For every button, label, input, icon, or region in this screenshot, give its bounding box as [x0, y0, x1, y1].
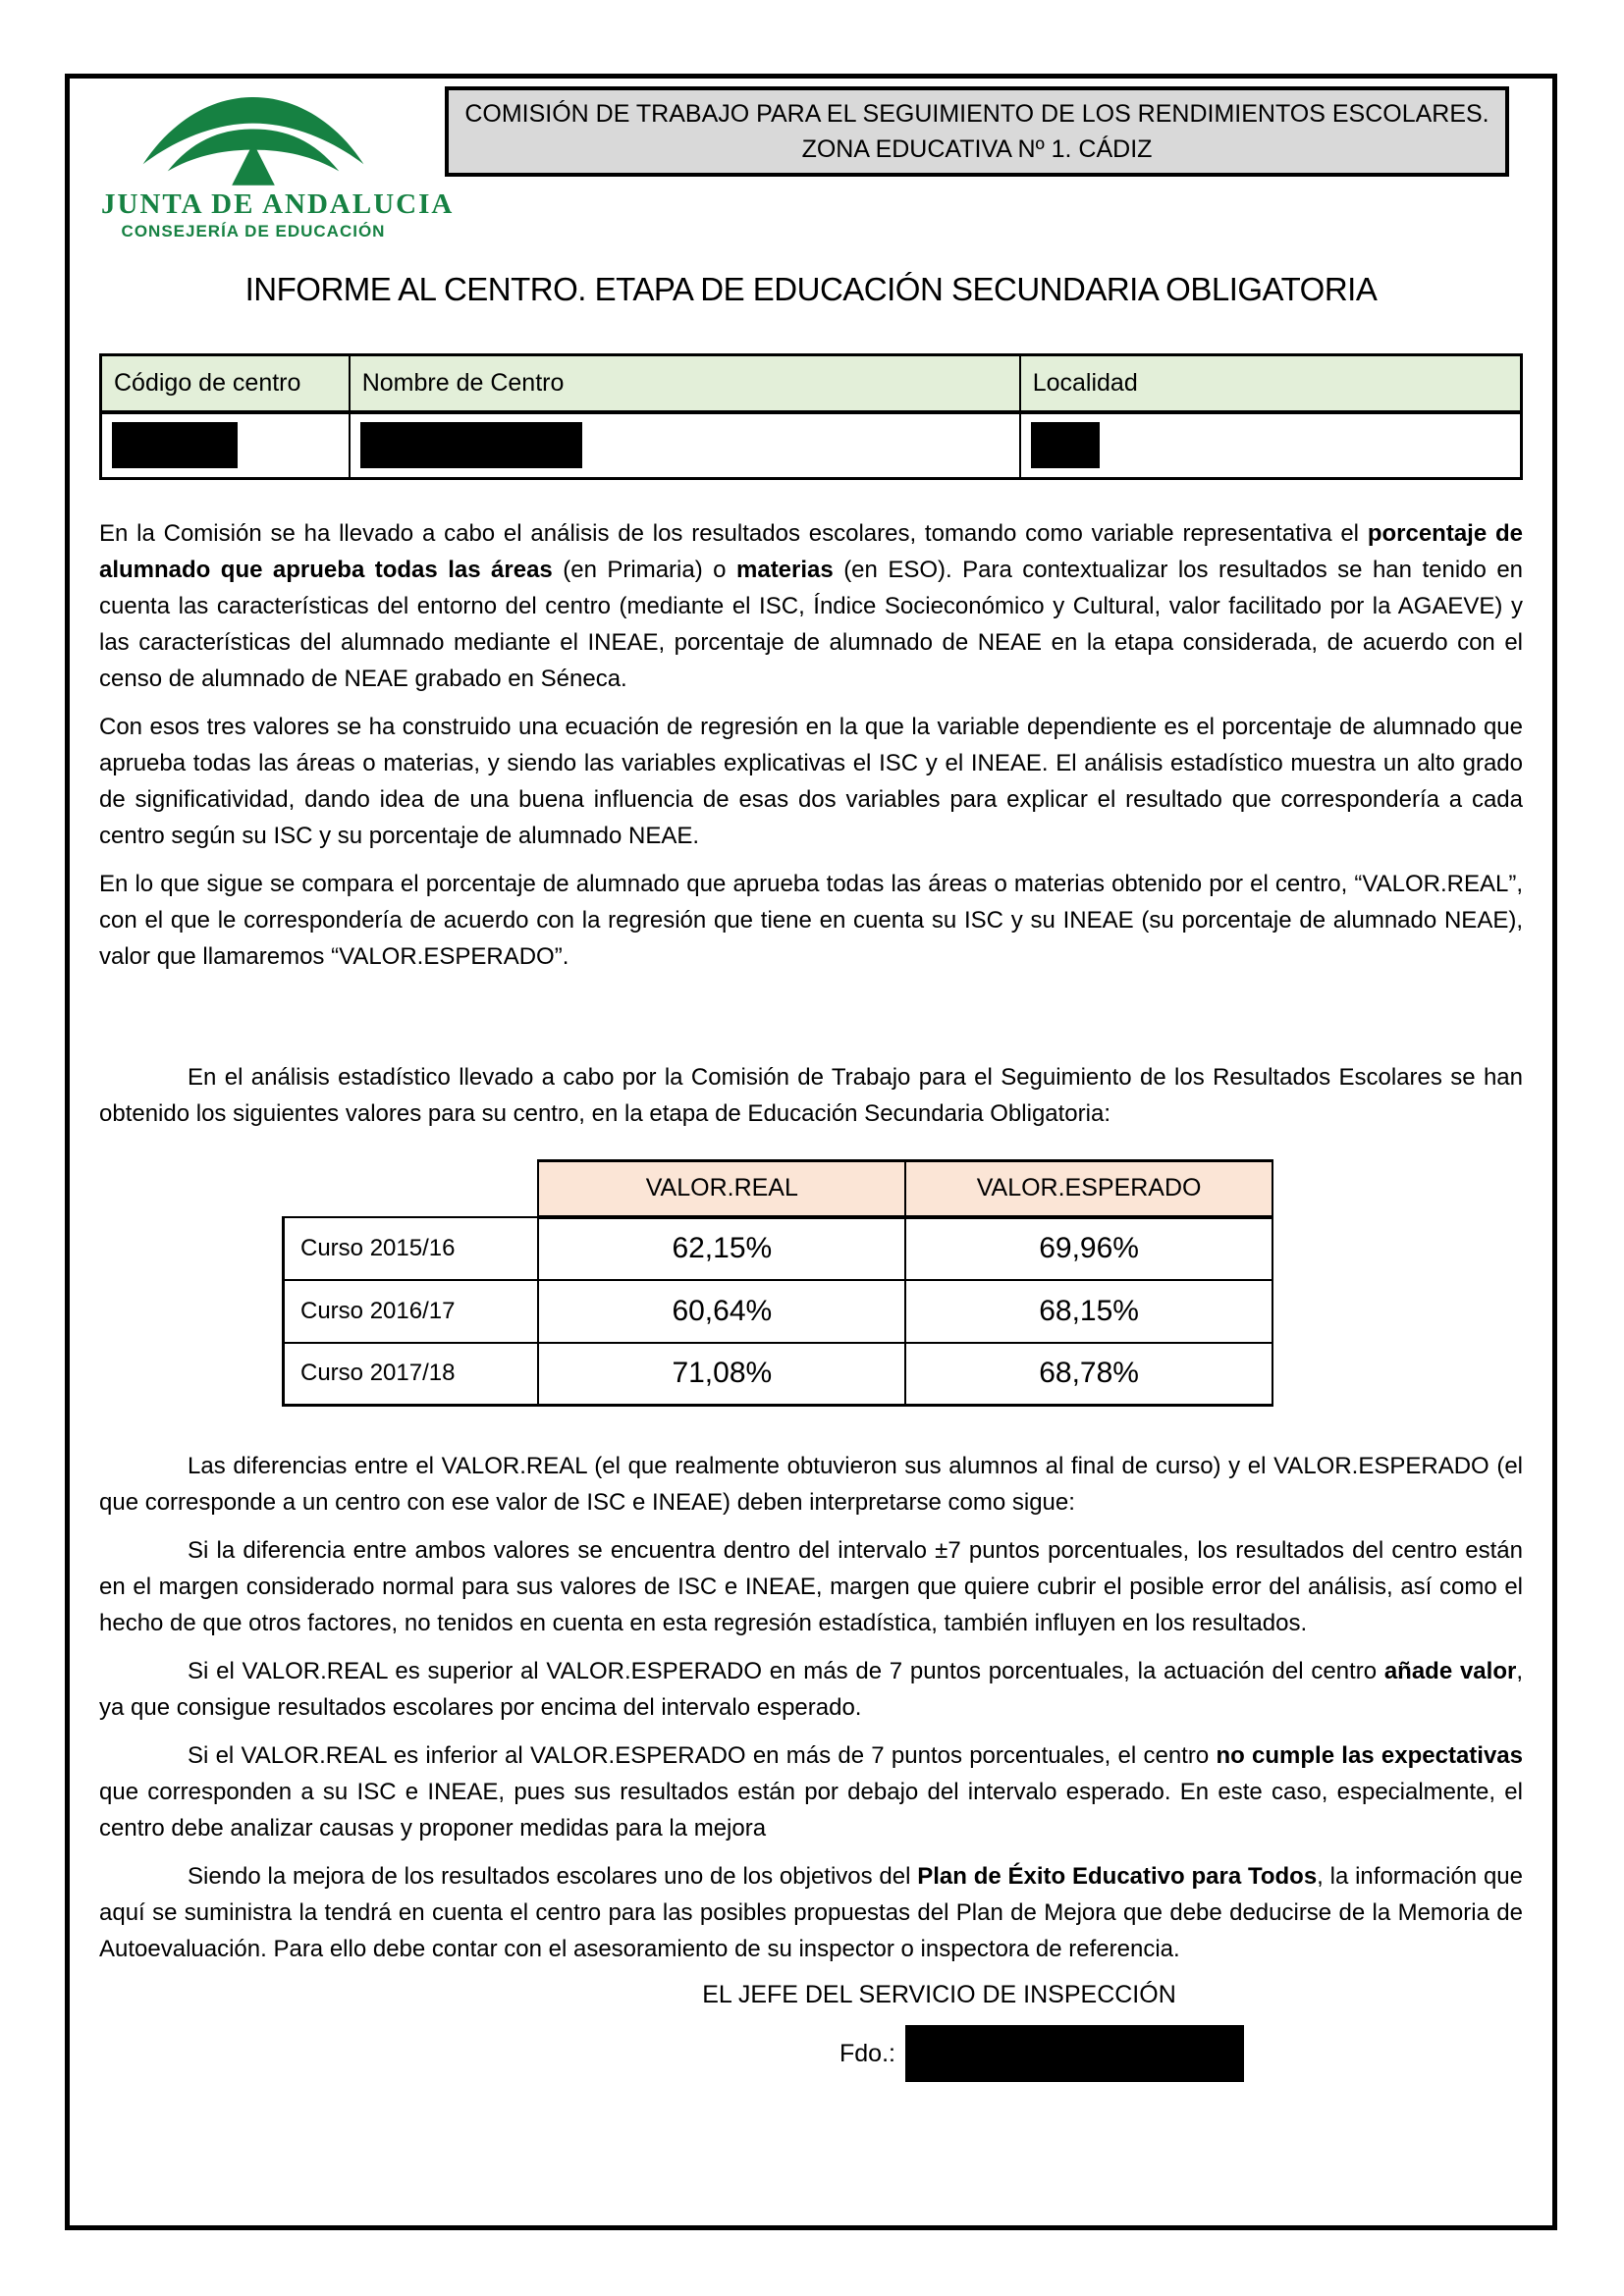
body-paragraph: [99, 709, 1523, 854]
values-table-col-header: VALOR.ESPERADO: [905, 1161, 1272, 1217]
signature-line: [839, 2025, 1523, 2082]
body-paragraph: [99, 515, 1523, 697]
valor-esperado-cell: 68,15%: [905, 1280, 1272, 1343]
values-row-label: Curso 2015/16: [284, 1217, 539, 1280]
redacted-value: [360, 422, 582, 468]
document-header-row: [99, 79, 1523, 247]
center-info-table: [99, 353, 1523, 480]
values-row-label: Curso 2017/18: [284, 1343, 539, 1406]
text-run: Las diferencias entre el VALOR.REAL (el que realmente obtuvieron sus alumnos al final de curso) y el VALOR.ESPERADO (el que corresponde a un centro con ese valor de ISC e INEAE) deben interpretarse como sigue:: [99, 1453, 1523, 1516]
values-table-header-row: [284, 1161, 1273, 1217]
text-run: Plan de Éxito Educativo para Todos: [917, 1863, 1318, 1890]
text-run: (en ESO). Para contextualizar los resultados se han tenido en cuenta las características del entorno del centro (mediante el ISC, Índice Socieconómico y Cultural, valor facilitado por la AGAEVE) y las características del alumnado mediante el INEAE, porcentaje de alumnado de NEAE en la etapa considerada, de acuerdo con el censo de alumnado de NEAE grabado en Séneca.: [99, 557, 1524, 692]
redacted-signature-name: [905, 2025, 1244, 2082]
text-run: Si el VALOR.REAL es superior al VALOR.ESPERADO en más de 7 puntos porcentuales, la actuación del centro: [188, 1658, 1384, 1684]
document-title: INFORME AL CENTRO. ETAPA DE EDUCACIÓN SECUNDARIA OBLIGATORIA: [244, 271, 1378, 307]
values-table-row: [284, 1217, 1273, 1280]
fdo-label: Fdo.:: [839, 2039, 895, 2067]
commission-header-box: [445, 86, 1509, 177]
junta-de-andalucia-logo: [101, 84, 455, 241]
text-run: Con esos tres valores se ha construido una ecuación de regresión en la que la variable dependiente es el porcentaje de alumnado que aprueba todas las áreas o materias, y siendo las variables explicativas el ISC y el INEAE. El análisis estadístico muestra un alto grado de significatividad, dando idea de una buena influencia de esas dos variables para explicar el resultado que correspondería a cada centro según su ISC y su porcentaje de alumnado NEAE.: [99, 714, 1523, 849]
signature-role: EL JEFE DEL SERVICIO DE INSPECCIÓN: [702, 1981, 1176, 2008]
text-run: Si el VALOR.REAL es inferior al VALOR.ESPERADO en más de 7 puntos porcentuales, el centro: [188, 1742, 1217, 1769]
body-paragraphs-before-table: [99, 515, 1523, 1132]
valor-real-cell: 60,64%: [538, 1280, 905, 1343]
text-run: (en Primaria) o: [552, 557, 736, 583]
body-paragraphs-after-table: [99, 1448, 1523, 1967]
values-table-corner-cell: [284, 1161, 539, 1217]
text-run: no cumple las expectativas: [1216, 1742, 1524, 1769]
valor-esperado-cell: 69,96%: [905, 1217, 1272, 1280]
text-run: , la información que aquí se suministra la tendrá en cuenta el centro para las posibles propuestas del Plan de Mejora que debe deducirse de la Memoria de Autoevaluación. Para ello debe contar con el asesoramiento de su inspector o inspectora de referencia.: [99, 1863, 1523, 1962]
body-paragraph: [99, 1737, 1523, 1846]
body-paragraph: [99, 1653, 1523, 1726]
document-page-frame: [65, 74, 1557, 2230]
center-info-col-header: Código de centro: [101, 355, 350, 412]
body-paragraph: [99, 1448, 1523, 1521]
text-run: Siendo la mejora de los resultados escolares uno de los objetivos del: [188, 1863, 918, 1890]
valor-real-cell: 62,15%: [538, 1217, 905, 1280]
text-run: que corresponden a su ISC e INEAE, pues sus resultados están por debajo del intervalo esperado. En este caso, especialmente, el centro debe analizar causas y proponer medidas para la mejora: [99, 1779, 1523, 1842]
text-run: , ya que consigue resultados escolares por encima del intervalo esperado.: [99, 1658, 1523, 1721]
center-info-value-cell: [350, 412, 1020, 479]
center-info-value-cell: [101, 412, 350, 479]
center-info-col-header: Nombre de Centro: [350, 355, 1020, 412]
text-run: En lo que sigue se compara el porcentaje de alumnado que aprueba todas las áreas o materias obtenido por el centro, “VALOR.REAL”, con el que le correspondería de acuerdo con la regresión que tiene en cuenta su ISC y su INEAE (su porcentaje de alumnado NEAE), valor que llamaremos “VALOR.ESPERADO”.: [99, 871, 1523, 970]
text-run: porcentaje de alumnado que aprueba todas las áreas: [99, 520, 1524, 583]
center-info-value-row: [101, 412, 1522, 479]
center-info-header-row: [101, 355, 1522, 412]
text-run: Si la diferencia entre ambos valores se encuentra dentro del intervalo ±7 puntos porcentuales, los resultados del centro están en el margen considerado normal para sus valores de ISC e INEAE, margen que quiere cubrir el posible error del análisis, así como el hecho de que otros factores, no tenidos en cuenta en esta regresión estadística, también influyen en los resultados.: [99, 1537, 1523, 1636]
text-run: En la Comisión se ha llevado a cabo el análisis de los resultados escolares, tomando como variable representativa el: [99, 520, 1368, 547]
valor-esperado-cell: 68,78%: [905, 1343, 1272, 1406]
redacted-value: [112, 422, 238, 468]
body-paragraph: [99, 1059, 1523, 1132]
center-info-value-cell: [1020, 412, 1522, 479]
values-table: [282, 1159, 1273, 1407]
body-paragraph: [99, 1858, 1523, 1967]
logo-org-name: JUNTA DE ANDALUCIA: [101, 188, 455, 220]
commission-header-line1: COMISIÓN DE TRABAJO PARA EL SEGUIMIENTO DE LOS RENDIMIENTOS ESCOLARES.: [464, 100, 1489, 128]
commission-header-line2: ZONA EDUCATIVA Nº 1. CÁDIZ: [801, 135, 1153, 163]
values-row-label: Curso 2016/17: [284, 1280, 539, 1343]
values-table-row: [284, 1343, 1273, 1406]
body-paragraph: [99, 1532, 1523, 1641]
text-run: añade valor: [1383, 1658, 1517, 1684]
values-table-col-header: VALOR.REAL: [538, 1161, 905, 1217]
text-run: materias: [736, 557, 834, 583]
values-table-row: [284, 1280, 1273, 1343]
valor-real-cell: 71,08%: [538, 1343, 905, 1406]
redacted-value: [1031, 422, 1100, 468]
logo-dept-name: CONSEJERÍA DE EDUCACIÓN: [121, 222, 386, 240]
center-info-col-header: Localidad: [1020, 355, 1522, 412]
junta-arch-logo-icon: [136, 84, 370, 187]
values-table-body: [284, 1217, 1273, 1406]
body-paragraph: [99, 866, 1523, 975]
text-run: En el análisis estadístico llevado a cabo por la Comisión de Trabajo para el Seguimiento de los Resultados Escolares se han obtenido los siguientes valores para su centro, en la etapa de Educación Secundaria Obligatoria:: [99, 1064, 1523, 1127]
